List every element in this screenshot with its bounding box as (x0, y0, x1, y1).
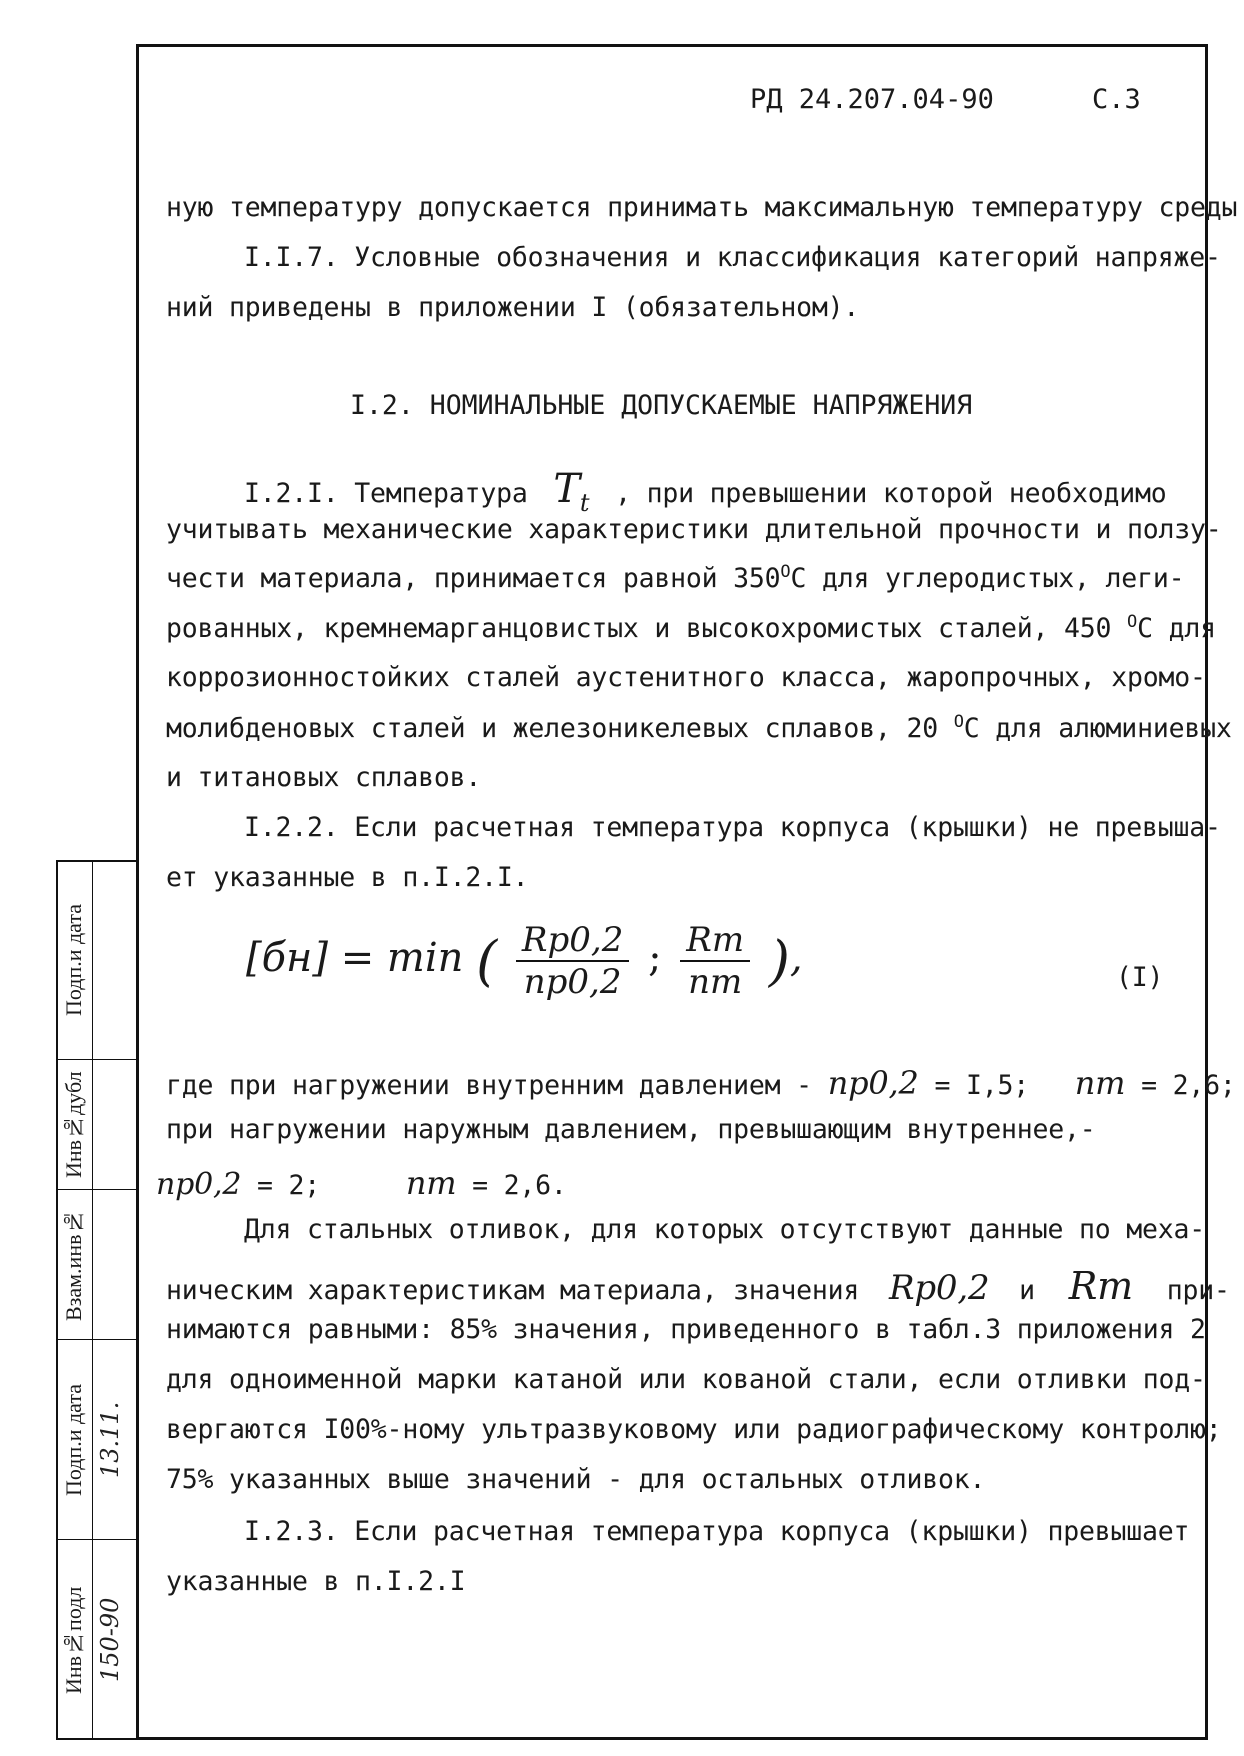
text-line: ную температуру допускается принимать максимальную температуру среды (166, 192, 1238, 223)
text-line: ническим характеристикам материала, значения Rp0,2 и Rm при- (166, 1264, 1230, 1308)
text-line: при нагружении наружным давлением, превышающим внутреннее,- (166, 1114, 1096, 1145)
stamp-cell-replace (58, 1190, 138, 1340)
section-heading: I.2. НОМИНАЛЬНЫЕ ДОПУСКАЕМЫЕ НАПРЯЖЕНИЯ (350, 390, 973, 421)
fraction-1: $\frac{Rp0,2}{np0,2}$ (516, 920, 629, 1002)
stamp-label: Инв№подл (61, 1586, 86, 1694)
symbol-Rp02: Rp0,2 (888, 1268, 990, 1308)
fraction-2: $\frac{Rm}{nm}$ (680, 920, 750, 1002)
text-line (244, 466, 1166, 517)
symbol-T: $T_t$ (553, 466, 590, 517)
stamp-label: Подп.и дата (61, 903, 86, 1017)
stamp-label: Взам.инв№ (61, 1209, 86, 1321)
text-line: I.I.7. Условные обозначения и классификация категорий напряже- (244, 242, 1221, 273)
text-line: коррозионностойких сталей аустенитного класса, жаропрочных, хромо- (166, 662, 1206, 693)
page-number: С.3 (1092, 84, 1141, 115)
text-line: чести материала, принимается равной $350^OС$ для углеродистых, леги- (166, 562, 1185, 594)
symbol-nm: nm (1074, 1064, 1126, 1102)
stamp-cell-inv (58, 1540, 138, 1740)
text-line: Для стальных отливок, для которых отсутствуют данные по меха- (244, 1214, 1206, 1245)
text-line: np0,2 = 2; nm = 2,6. (156, 1164, 567, 1202)
symbol-nm: nm (405, 1164, 457, 1202)
text-line: рованных, кремнемарганцовистых и высокохромистых сталей, 450 $^O$С для (166, 612, 1216, 644)
symbol-np02: np0,2 (156, 1167, 242, 1202)
symbol-Rm: Rm (1068, 1264, 1133, 1308)
side-stamp (56, 860, 136, 1740)
text-fragment: I.2.I. Температура (244, 478, 528, 509)
text-line: для одноименной марки катаной или кованой стали, если отливки под- (166, 1364, 1206, 1395)
stamp-cell-sign-date-2 (58, 1340, 138, 1540)
stamp-label: Подп.и дата (61, 1383, 86, 1497)
text-line: ний приведены в приложении I (обязательном). (166, 292, 860, 323)
stamp-cell-sign-date-1 (58, 862, 138, 1060)
text-line: ет указанные в п.I.2.I. (166, 862, 529, 893)
text-line: учитывать механические характеристики длительной прочности и ползу- (166, 514, 1222, 545)
text-line: и титановых сплавов. (166, 762, 482, 793)
text-line: I.2.3. Если расчетная температура корпуса (крышки) превышает (244, 1516, 1190, 1547)
text-line: вергаются I00%-ному ультразвуковому или радиографическому контролю; (166, 1414, 1222, 1445)
text-line: 75% указанных выше значений - для остальных отливок. (166, 1464, 986, 1495)
text-line: где при нагружении внутренним давлением - np0,2 = I,5; nm = 2,6; (166, 1064, 1236, 1102)
text-line: I.2.2. Если расчетная температура корпуса (крышки) не превыша- (244, 812, 1221, 843)
equation-number: (I) (1116, 962, 1164, 993)
text-fragment: , при превышении которой необходимо (615, 478, 1167, 509)
text-line: молибденовых сталей и железоникелевых сплавов, 20 $^O$С для алюминиевых (166, 712, 1232, 744)
stamp-label: Инв№дубл (61, 1071, 86, 1179)
symbol-np02: np0,2 (827, 1064, 919, 1102)
formula: [бн] = min ( $\frac{Rp0,2}{np0,2}$ ; $\frac{Rm}{nm}$ ), (246, 920, 803, 1002)
stamp-cell-dup (58, 1060, 138, 1190)
handwritten-date: 13.11. (96, 1401, 124, 1479)
doc-code: РД 24.207.04-90 (750, 84, 994, 115)
formula-lhs: [бн] = min (246, 935, 464, 981)
handwritten-inv: 150-90 (96, 1597, 124, 1683)
text-line: нимаются равными: 85% значения, приведенного в табл.3 приложения 2 (166, 1314, 1206, 1345)
text-line: указанные в п.I.2.I (166, 1566, 466, 1597)
